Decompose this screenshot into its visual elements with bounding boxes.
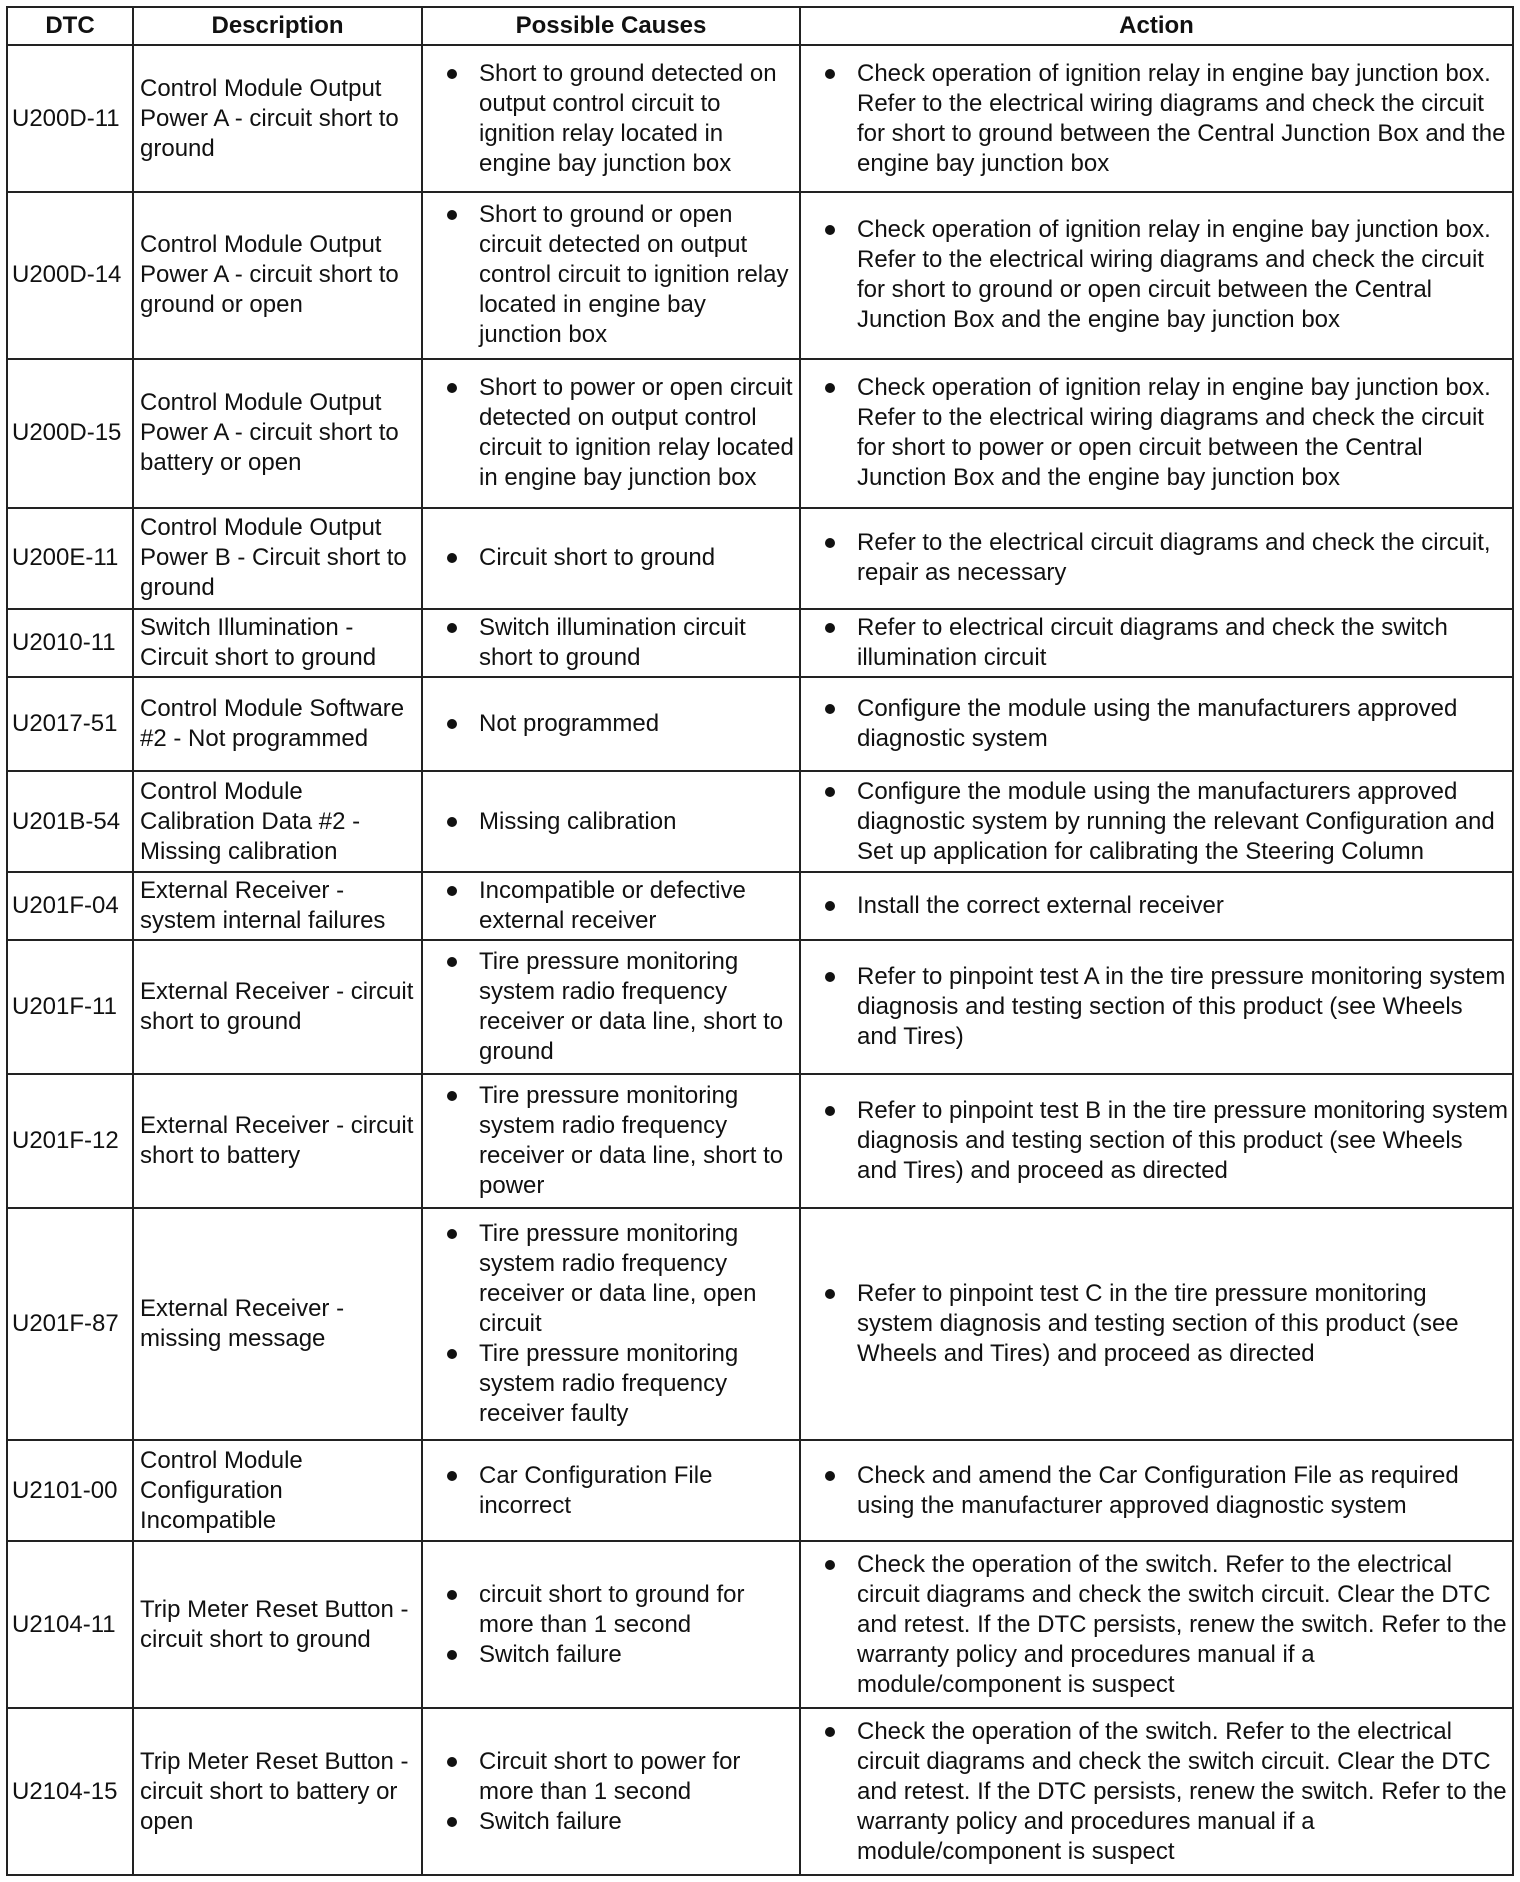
header-action: Action bbox=[800, 7, 1513, 45]
possible-causes-list bbox=[437, 1219, 795, 1429]
possible-causes-cell bbox=[422, 1440, 800, 1541]
possible-causes-cell bbox=[422, 872, 800, 940]
action-item: Refer to pinpoint test C in the tire pressure monitoring system diagnosis and testing section of this product (see Wheels and Tires) and proceed as directed bbox=[815, 1279, 1508, 1369]
action-item: Refer to pinpoint test B in the tire pressure monitoring system diagnosis and testing section of this product (see Wheels and Tires) and proceed as directed bbox=[815, 1096, 1508, 1186]
action-item: Check the operation of the switch. Refer to the electrical circuit diagrams and check the switch circuit. Clear the DTC and retest. If the DTC persists, renew the switch. Refer to the warranty policy and procedures manual if a module/component is suspect bbox=[815, 1550, 1508, 1700]
action-cell bbox=[800, 872, 1513, 940]
action-cell bbox=[800, 508, 1513, 609]
action-list bbox=[815, 1461, 1508, 1521]
possible-causes-cell bbox=[422, 1708, 800, 1875]
cause-item: Short to ground or open circuit detected on output control circuit to ignition relay located in engine bay junction box bbox=[437, 200, 795, 350]
dtc-description: Control Module Configuration Incompatible bbox=[133, 1440, 422, 1541]
action-item: Configure the module using the manufacturers approved diagnostic system bbox=[815, 694, 1508, 754]
table-row bbox=[7, 609, 1513, 677]
action-cell bbox=[800, 1440, 1513, 1541]
possible-causes-list bbox=[437, 613, 795, 673]
action-list bbox=[815, 694, 1508, 754]
cause-item: circuit short to ground for more than 1 second bbox=[437, 1580, 795, 1640]
cause-item: Car Configuration File incorrect bbox=[437, 1461, 795, 1521]
action-cell bbox=[800, 192, 1513, 359]
dtc-code: U200D-14 bbox=[7, 192, 133, 359]
dtc-code: U201B-54 bbox=[7, 771, 133, 872]
action-cell bbox=[800, 1074, 1513, 1208]
table-row bbox=[7, 872, 1513, 940]
action-cell bbox=[800, 45, 1513, 192]
dtc-code: U201F-04 bbox=[7, 872, 133, 940]
cause-item: Tire pressure monitoring system radio frequency receiver or data line, open circuit bbox=[437, 1219, 795, 1339]
action-list bbox=[815, 59, 1508, 179]
dtc-code: U2104-15 bbox=[7, 1708, 133, 1875]
dtc-description: Trip Meter Reset Button - circuit short to ground bbox=[133, 1541, 422, 1708]
cause-item: Short to power or open circuit detected on output control circuit to ignition relay located in engine bay junction box bbox=[437, 373, 795, 493]
possible-causes-list bbox=[437, 373, 795, 493]
possible-causes-list bbox=[437, 1461, 795, 1521]
cause-item: Circuit short to power for more than 1 second bbox=[437, 1747, 795, 1807]
cause-item: Incompatible or defective external receiver bbox=[437, 876, 795, 936]
dtc-description: External Receiver - circuit short to battery bbox=[133, 1074, 422, 1208]
action-item: Install the correct external receiver bbox=[815, 891, 1508, 921]
dtc-description: Control Module Output Power B - Circuit short to ground bbox=[133, 508, 422, 609]
possible-causes-cell bbox=[422, 45, 800, 192]
action-cell bbox=[800, 677, 1513, 771]
action-cell bbox=[800, 359, 1513, 508]
header-row bbox=[7, 7, 1513, 45]
action-item: Configure the module using the manufacturers approved diagnostic system by running the relevant Configuration and Set up application for calibrating the Steering Column bbox=[815, 777, 1508, 867]
action-list bbox=[815, 613, 1508, 673]
dtc-code: U2017-51 bbox=[7, 677, 133, 771]
action-cell bbox=[800, 940, 1513, 1074]
action-list bbox=[815, 528, 1508, 588]
action-list bbox=[815, 777, 1508, 867]
action-item: Check and amend the Car Configuration File as required using the manufacturer approved diagnostic system bbox=[815, 1461, 1508, 1521]
possible-causes-list bbox=[437, 807, 795, 837]
dtc-code: U2104-11 bbox=[7, 1541, 133, 1708]
dtc-description: Control Module Output Power A - circuit short to ground bbox=[133, 45, 422, 192]
table-row bbox=[7, 45, 1513, 192]
action-list bbox=[815, 962, 1508, 1052]
dtc-description: Control Module Calibration Data #2 - Missing calibration bbox=[133, 771, 422, 872]
action-list bbox=[815, 373, 1508, 493]
action-list bbox=[815, 1096, 1508, 1186]
dtc-table bbox=[6, 6, 1514, 1876]
table-row bbox=[7, 1541, 1513, 1708]
table-row bbox=[7, 940, 1513, 1074]
cause-item: Switch illumination circuit short to ground bbox=[437, 613, 795, 673]
possible-causes-list bbox=[437, 1580, 795, 1670]
dtc-code: U200E-11 bbox=[7, 508, 133, 609]
cause-item: Tire pressure monitoring system radio frequency receiver faulty bbox=[437, 1339, 795, 1429]
possible-causes-cell bbox=[422, 677, 800, 771]
possible-causes-cell bbox=[422, 609, 800, 677]
table-row bbox=[7, 192, 1513, 359]
dtc-code: U2101-00 bbox=[7, 1440, 133, 1541]
possible-causes-cell bbox=[422, 359, 800, 508]
table-row bbox=[7, 508, 1513, 609]
table-row bbox=[7, 1440, 1513, 1541]
cause-item: Tire pressure monitoring system radio frequency receiver or data line, short to power bbox=[437, 1081, 795, 1201]
possible-causes-list bbox=[437, 947, 795, 1067]
action-item: Refer to pinpoint test A in the tire pressure monitoring system diagnosis and testing section of this product (see Wheels and Tires) bbox=[815, 962, 1508, 1052]
dtc-code: U200D-11 bbox=[7, 45, 133, 192]
action-cell bbox=[800, 1708, 1513, 1875]
table-row bbox=[7, 1708, 1513, 1875]
dtc-description: External Receiver - circuit short to ground bbox=[133, 940, 422, 1074]
cause-item: Not programmed bbox=[437, 709, 795, 739]
possible-causes-cell bbox=[422, 1074, 800, 1208]
action-cell bbox=[800, 1208, 1513, 1441]
possible-causes-cell bbox=[422, 508, 800, 609]
table-row bbox=[7, 677, 1513, 771]
possible-causes-list bbox=[437, 1747, 795, 1837]
header-description: Description bbox=[133, 7, 422, 45]
possible-causes-list bbox=[437, 709, 795, 739]
action-cell bbox=[800, 771, 1513, 872]
action-item: Refer to electrical circuit diagrams and check the switch illumination circuit bbox=[815, 613, 1508, 673]
action-cell bbox=[800, 1541, 1513, 1708]
action-cell bbox=[800, 609, 1513, 677]
dtc-code: U201F-87 bbox=[7, 1208, 133, 1441]
header-dtc: DTC bbox=[7, 7, 133, 45]
dtc-description: External Receiver - system internal failures bbox=[133, 872, 422, 940]
cause-item: Missing calibration bbox=[437, 807, 795, 837]
dtc-code: U201F-12 bbox=[7, 1074, 133, 1208]
dtc-description: Control Module Output Power A - circuit short to battery or open bbox=[133, 359, 422, 508]
action-item: Check operation of ignition relay in engine bay junction box. Refer to the electrical wiring diagrams and check the circuit for short to ground or open circuit between the Central Junction Box and the engine bay junction box bbox=[815, 215, 1508, 335]
table-row bbox=[7, 359, 1513, 508]
possible-causes-cell bbox=[422, 192, 800, 359]
action-item: Check operation of ignition relay in engine bay junction box. Refer to the electrical wiring diagrams and check the circuit for short to ground between the Central Junction Box and the engine bay junction box bbox=[815, 59, 1508, 179]
table-row bbox=[7, 1074, 1513, 1208]
action-list bbox=[815, 1550, 1508, 1700]
action-list bbox=[815, 891, 1508, 921]
possible-causes-cell bbox=[422, 771, 800, 872]
table-body bbox=[7, 45, 1513, 1875]
header-possible-causes: Possible Causes bbox=[422, 7, 800, 45]
cause-item: Tire pressure monitoring system radio frequency receiver or data line, short to ground bbox=[437, 947, 795, 1067]
possible-causes-cell bbox=[422, 940, 800, 1074]
dtc-description: Control Module Software #2 - Not programmed bbox=[133, 677, 422, 771]
table-row bbox=[7, 1208, 1513, 1441]
cause-item: Circuit short to ground bbox=[437, 543, 795, 573]
cause-item: Switch failure bbox=[437, 1807, 795, 1837]
possible-causes-list bbox=[437, 543, 795, 573]
dtc-description: Switch Illumination - Circuit short to ground bbox=[133, 609, 422, 677]
dtc-code: U201F-11 bbox=[7, 940, 133, 1074]
action-item: Refer to the electrical circuit diagrams and check the circuit, repair as necessary bbox=[815, 528, 1508, 588]
action-item: Check operation of ignition relay in engine bay junction box. Refer to the electrical wiring diagrams and check the circuit for short to power or open circuit between the Central Junction Box and the engine bay junction box bbox=[815, 373, 1508, 493]
action-list bbox=[815, 215, 1508, 335]
possible-causes-cell bbox=[422, 1541, 800, 1708]
action-item: Check the operation of the switch. Refer to the electrical circuit diagrams and check the switch circuit. Clear the DTC and retest. If the DTC persists, renew the switch. Refer to the warranty policy and procedures manual if a module/component is suspect bbox=[815, 1717, 1508, 1867]
possible-causes-cell bbox=[422, 1208, 800, 1441]
action-list bbox=[815, 1279, 1508, 1369]
dtc-code: U2010-11 bbox=[7, 609, 133, 677]
action-list bbox=[815, 1717, 1508, 1867]
possible-causes-list bbox=[437, 59, 795, 179]
table-row bbox=[7, 771, 1513, 872]
possible-causes-list bbox=[437, 200, 795, 350]
dtc-code: U200D-15 bbox=[7, 359, 133, 508]
dtc-description: Trip Meter Reset Button - circuit short to battery or open bbox=[133, 1708, 422, 1875]
possible-causes-list bbox=[437, 1081, 795, 1201]
dtc-description: External Receiver - missing message bbox=[133, 1208, 422, 1441]
possible-causes-list bbox=[437, 876, 795, 936]
cause-item: Short to ground detected on output control circuit to ignition relay located in engine bay junction box bbox=[437, 59, 795, 179]
dtc-description: Control Module Output Power A - circuit short to ground or open bbox=[133, 192, 422, 359]
cause-item: Switch failure bbox=[437, 1640, 795, 1670]
